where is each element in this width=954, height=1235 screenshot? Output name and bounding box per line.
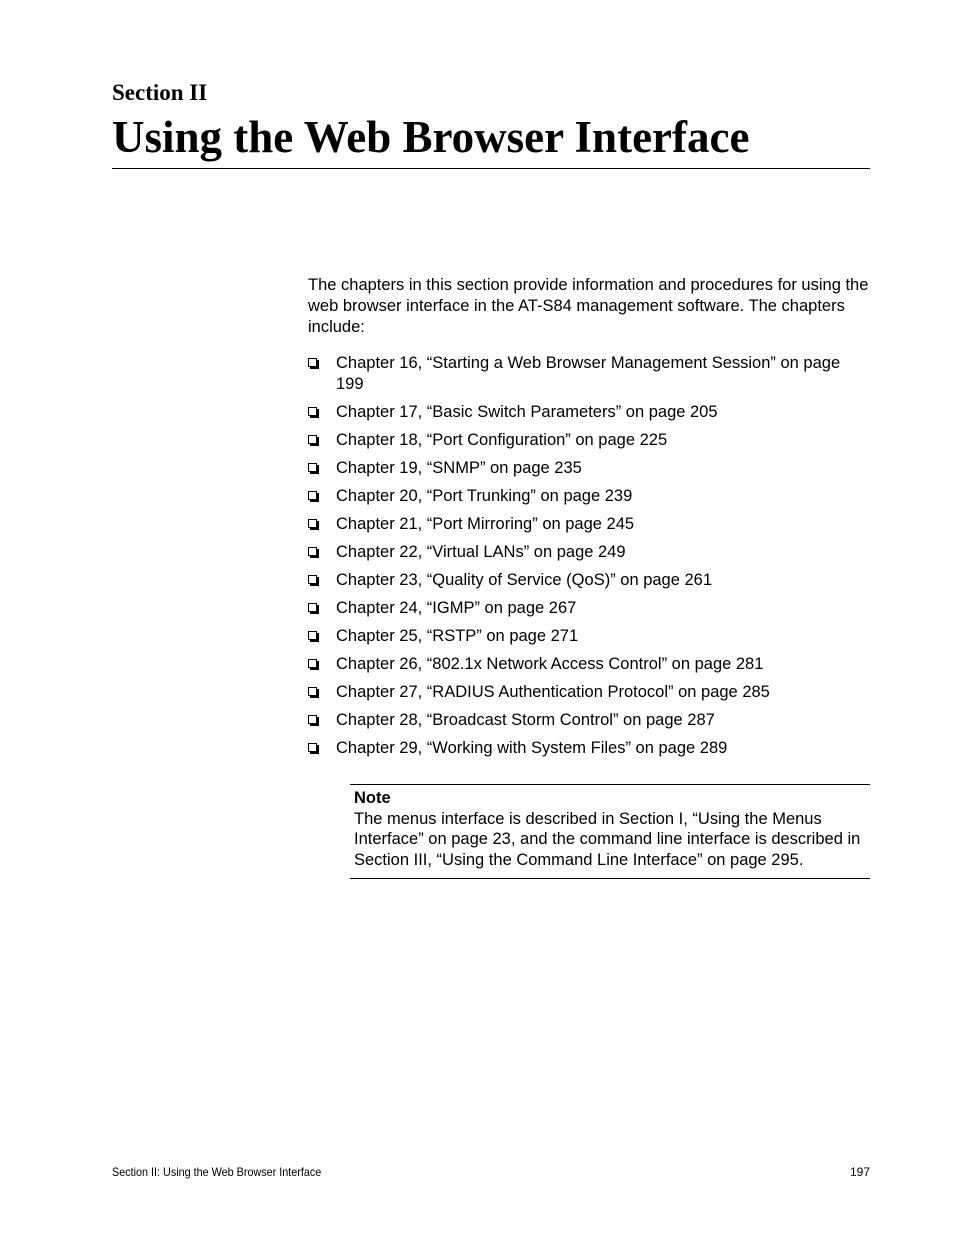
checkbox-bullet-icon — [308, 435, 317, 444]
list-item — [308, 626, 870, 647]
list-item — [308, 570, 870, 591]
list-item — [308, 654, 870, 675]
checkbox-bullet-icon — [308, 358, 317, 367]
checkbox-bullet-icon — [308, 491, 317, 500]
list-item — [308, 542, 870, 563]
chapter-reference: Chapter 26, “802.1x Network Access Control” on page 281 — [336, 655, 764, 673]
page-title: Using the Web Browser Interface — [112, 112, 750, 162]
list-item — [308, 402, 870, 423]
note-title: Note — [354, 789, 391, 807]
chapter-reference: Chapter 24, “IGMP” on page 267 — [336, 599, 577, 617]
intro-paragraph: The chapters in this section provide information and procedures for using the web browser interface in the AT-S84 management software. The chapters include: — [308, 276, 869, 336]
checkbox-bullet-icon — [308, 687, 317, 696]
list-item — [308, 738, 870, 759]
chapter-reference: Chapter 21, “Port Mirroring” on page 245 — [336, 515, 635, 533]
list-item — [308, 514, 870, 535]
chapter-reference: Chapter 16, “Starting a Web Browser Management Session” on page 199 — [336, 354, 841, 393]
footer-section-title: Section II: Using the Web Browser Interface — [112, 1165, 322, 1179]
chapter-reference: Chapter 27, “RADIUS Authentication Protocol” on page 285 — [336, 683, 770, 701]
checkbox-bullet-icon — [308, 407, 317, 416]
chapter-reference: Chapter 22, “Virtual LANs” on page 249 — [336, 543, 626, 561]
list-item — [308, 430, 870, 451]
list-item — [308, 710, 870, 731]
list-item — [308, 353, 870, 395]
checkbox-bullet-icon — [308, 547, 317, 556]
checkbox-bullet-icon — [308, 659, 317, 668]
checkbox-bullet-icon — [308, 715, 317, 724]
chapter-reference: Chapter 19, “SNMP” on page 235 — [336, 459, 582, 477]
note-text: The menus interface is described in Section I, “Using the Menus Interface” on page 23, and the command line interface is described in Section III, “Using the Command Line Interface” on page 295. — [354, 809, 861, 869]
chapter-reference: Chapter 17, “Basic Switch Parameters” on page 205 — [336, 403, 718, 421]
list-item — [308, 682, 870, 703]
checkbox-bullet-icon — [308, 631, 317, 640]
footer-page-number: 197 — [849, 1165, 870, 1179]
chapter-reference: Chapter 20, “Port Trunking” on page 239 — [336, 487, 633, 505]
list-item — [308, 598, 870, 619]
list-item — [308, 458, 870, 479]
section-label: Section II — [112, 80, 208, 105]
chapter-reference: Chapter 18, “Port Configuration” on page 225 — [336, 431, 668, 449]
chapter-reference: Chapter 25, “RSTP” on page 271 — [336, 627, 579, 645]
chapter-reference: Chapter 29, “Working with System Files” on page 289 — [336, 739, 728, 757]
title-divider — [112, 168, 870, 169]
checkbox-bullet-icon — [308, 743, 317, 752]
note-box — [350, 784, 870, 879]
checkbox-bullet-icon — [308, 519, 317, 528]
chapter-reference: Chapter 23, “Quality of Service (QoS)” on page 261 — [336, 571, 713, 589]
checkbox-bullet-icon — [308, 463, 317, 472]
checkbox-bullet-icon — [308, 603, 317, 612]
checkbox-bullet-icon — [308, 575, 317, 584]
chapter-list — [308, 353, 870, 766]
chapter-reference: Chapter 28, “Broadcast Storm Control” on page 287 — [336, 711, 715, 729]
list-item — [308, 486, 870, 507]
